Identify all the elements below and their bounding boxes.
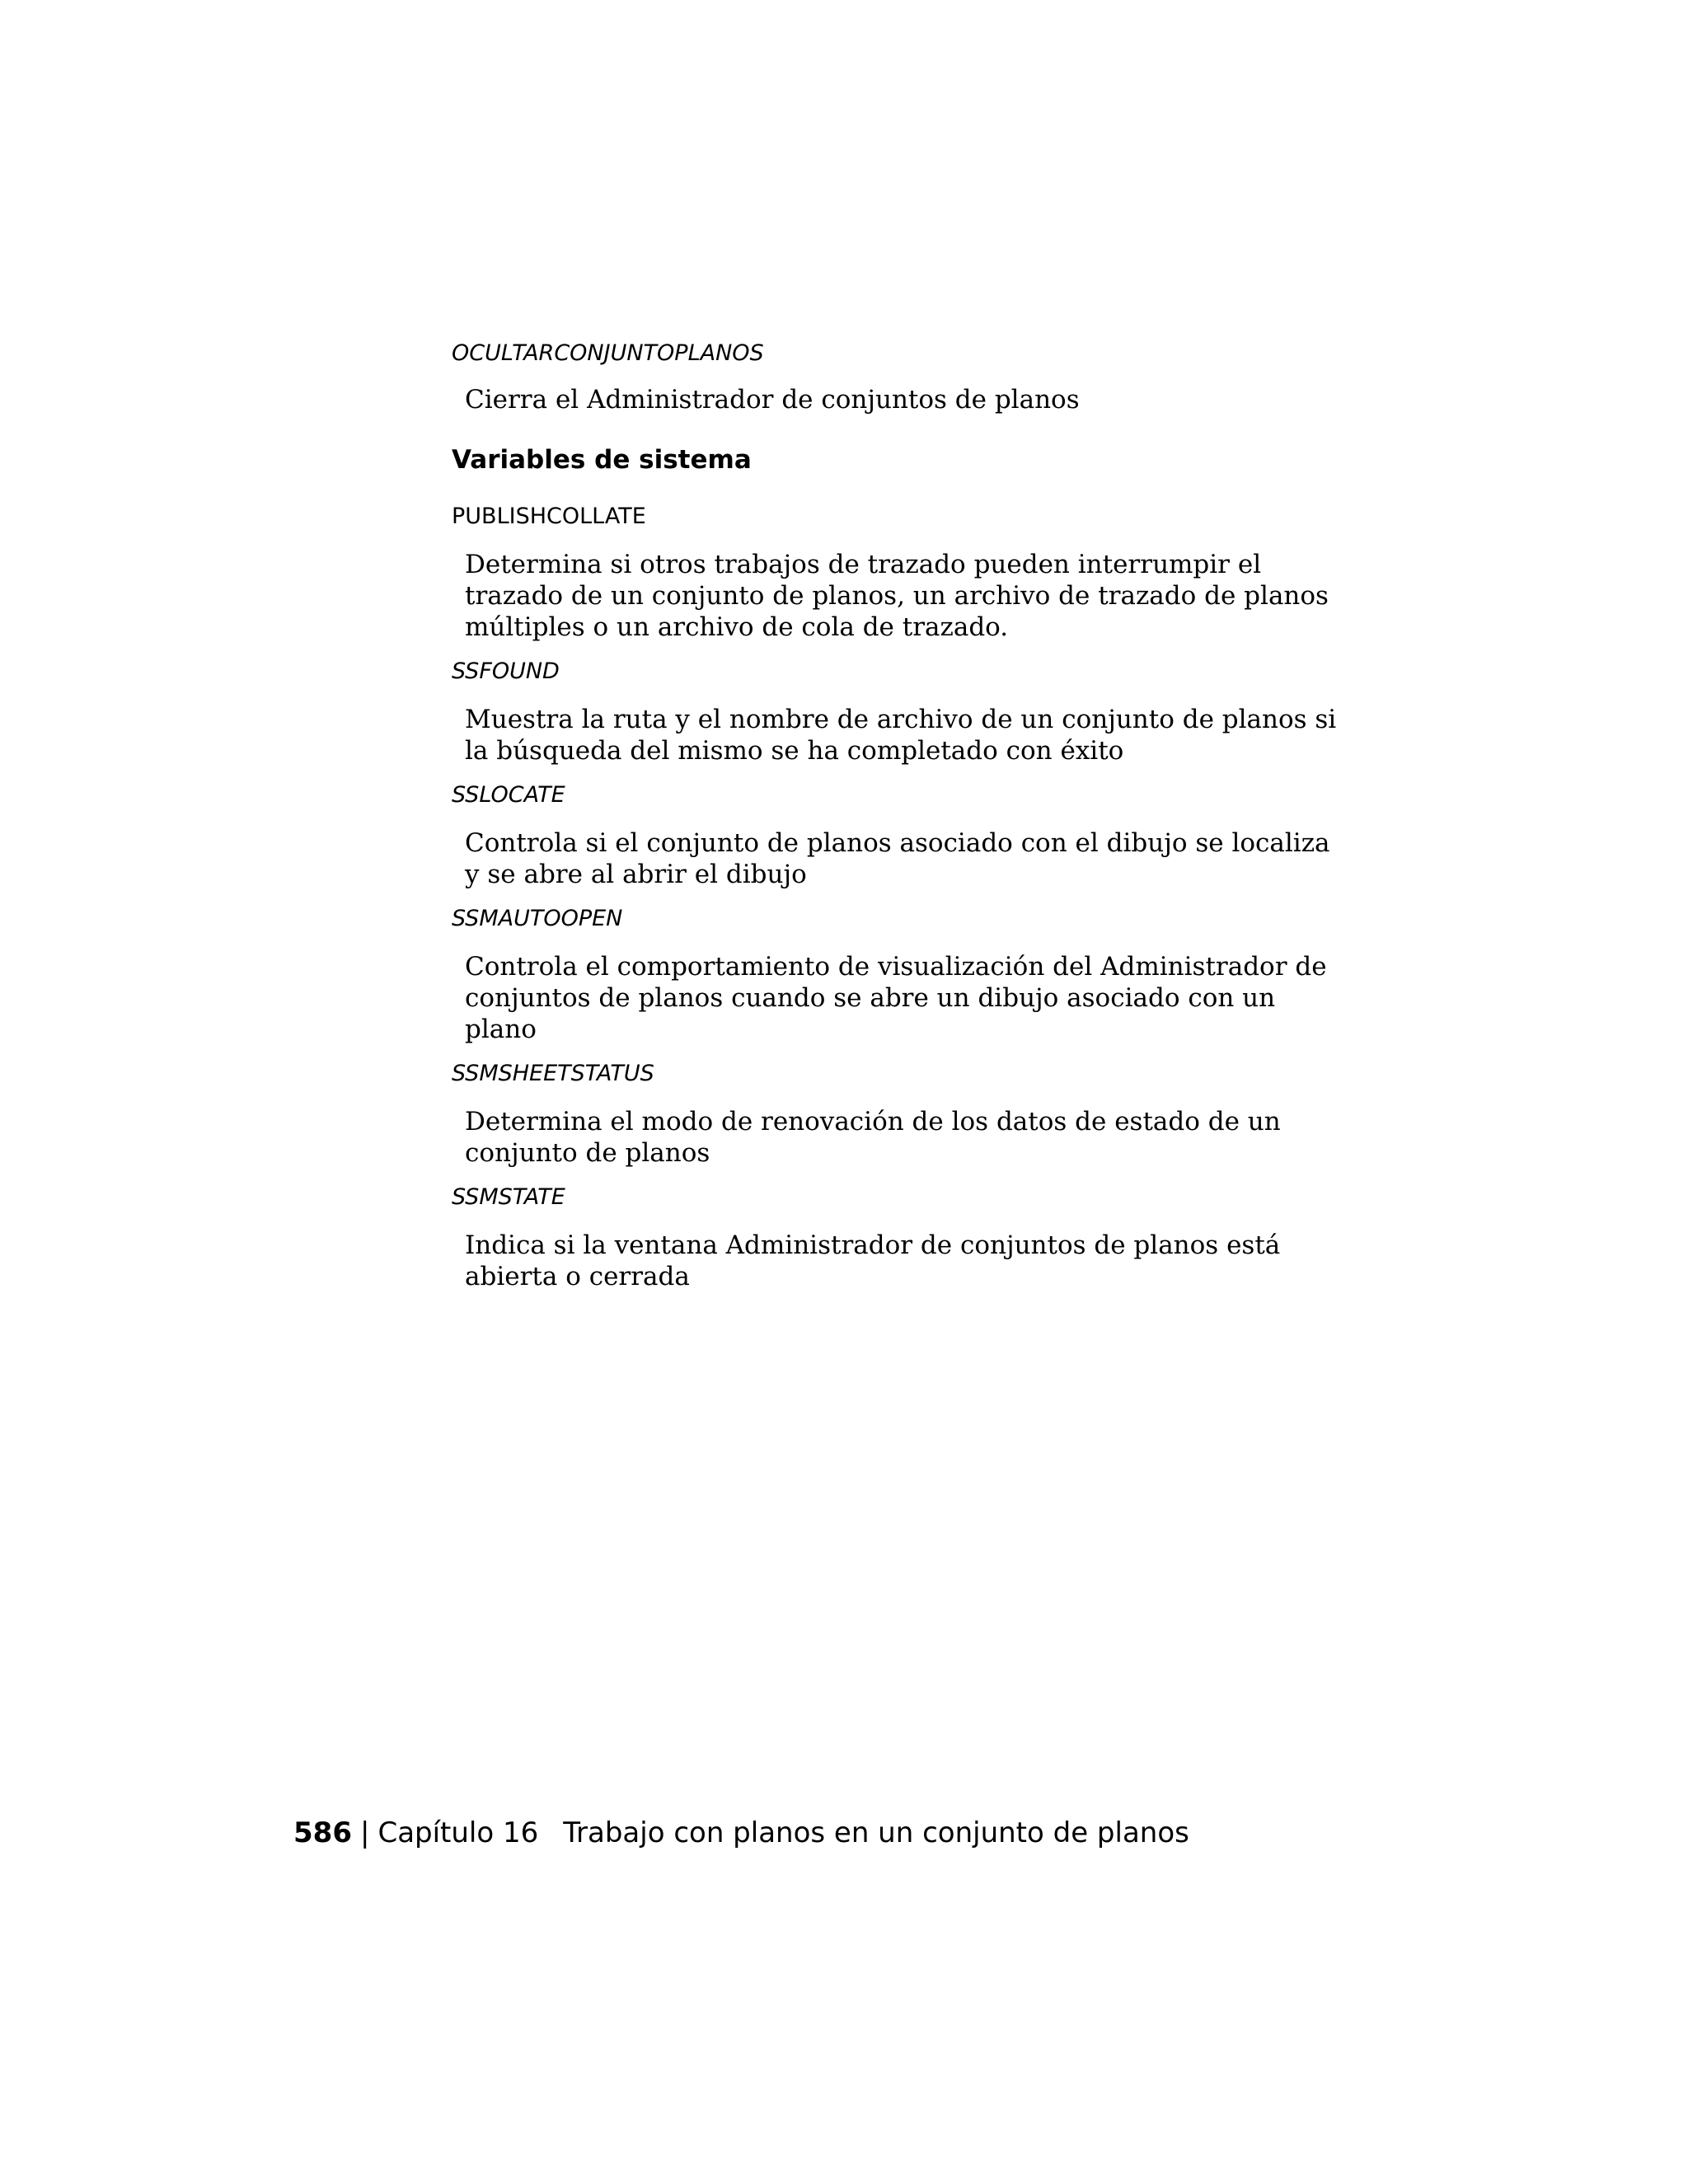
page-footer bbox=[293, 1813, 1189, 1853]
variable-term: SSMSTATE bbox=[452, 1184, 565, 1210]
variable-term: SSLOCATE bbox=[452, 782, 565, 808]
variable-term: SSMAUTOOPEN bbox=[452, 906, 623, 931]
section-heading: Variables de sistema bbox=[452, 445, 752, 475]
command-term: OCULTARCONJUNTOPLANOS bbox=[452, 340, 764, 366]
command-description: Cierra el Administrador de conjuntos de planos bbox=[465, 385, 1080, 415]
chapter-title: Trabajo con planos en un conjunto de planos bbox=[563, 1816, 1189, 1849]
page-number: 586 bbox=[293, 1816, 352, 1849]
variable-description: Determina el modo de renovación de los datos de estado de un conjunto de planos bbox=[465, 1107, 1281, 1168]
variable-term: SSFOUND bbox=[452, 658, 560, 684]
footer-separator: | bbox=[359, 1816, 370, 1849]
variable-description: Indica si la ventana Administrador de conjuntos de planos está abierta o cerrada bbox=[465, 1230, 1281, 1291]
variable-description: Controla el comportamiento de visualización del Administrador de conjuntos de planos cuando se abre un dibujo asociado con un plano bbox=[465, 952, 1327, 1044]
variable-term: SSMSHEETSTATUS bbox=[452, 1061, 654, 1086]
variable-term: PUBLISHCOLLATE bbox=[452, 504, 646, 529]
variable-description: Muestra la ruta y el nombre de archivo de un conjunto de planos si la búsqueda del mismo se ha completado con éxito bbox=[465, 705, 1337, 766]
chapter-label: Capítulo 16 bbox=[377, 1816, 539, 1849]
page-content bbox=[452, 338, 1342, 1292]
variable-description: Determina si otros trabajos de trazado pueden interrumpir el trazado de un conjunto de planos, un archivo de trazado de planos múltiples o un archivo de cola de trazado. bbox=[465, 550, 1329, 642]
variable-description: Controla si el conjunto de planos asociado con el dibujo se localiza y se abre al abrir el dibujo bbox=[465, 828, 1330, 889]
